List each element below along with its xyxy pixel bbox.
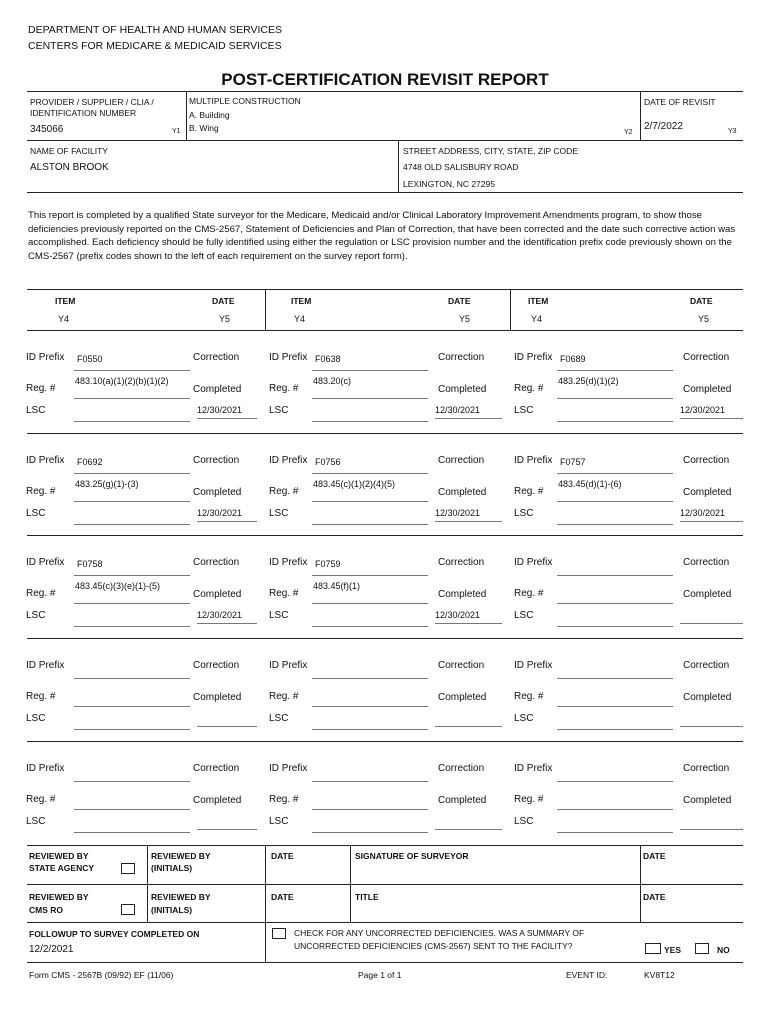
- title-date-label: DATE: [643, 892, 666, 902]
- lsc-label: LSC: [514, 713, 534, 724]
- reviewed-state-initials1: REVIEWED BY: [151, 851, 211, 861]
- correction-label: Correction: [438, 455, 485, 466]
- date-field-line[interactable]: [435, 521, 502, 522]
- reg-number-field-line[interactable]: [74, 398, 190, 399]
- reg-number-value: 483.25(g)(1)-(3): [75, 479, 139, 489]
- id-prefix-value: F0759: [315, 559, 341, 569]
- column-code-date: Y5: [698, 314, 710, 324]
- reg-number-label: Reg. #: [26, 588, 56, 599]
- reg-number-label: Reg. #: [26, 691, 56, 702]
- correction-label: Correction: [438, 352, 485, 363]
- facility-label: NAME OF FACILITY: [30, 146, 108, 156]
- id-prefix-field-line[interactable]: [557, 473, 673, 474]
- reg-number-field-line[interactable]: [557, 398, 673, 399]
- title-label: TITLE: [355, 892, 379, 902]
- id-prefix-field-line[interactable]: [557, 370, 673, 371]
- lsc-label: LSC: [26, 610, 46, 621]
- followup-date: 12/2/2021: [29, 944, 74, 955]
- date-field-line[interactable]: [197, 418, 257, 419]
- lsc-field-line[interactable]: [557, 421, 673, 422]
- date-field-line[interactable]: [435, 418, 502, 419]
- correction-label: Correction: [683, 660, 730, 671]
- department-name: DEPARTMENT OF HEALTH AND HUMAN SERVICES: [28, 24, 282, 36]
- id-prefix-label: ID Prefix: [514, 763, 553, 774]
- completed-label: Completed: [193, 795, 242, 806]
- completed-date: 12/30/2021: [197, 508, 243, 518]
- completed-label: Completed: [683, 589, 732, 600]
- id-prefix-label: ID Prefix: [514, 352, 553, 363]
- reg-number-field-line[interactable]: [74, 603, 190, 604]
- id-prefix-field-line[interactable]: [557, 781, 673, 782]
- reg-number-field-line[interactable]: [312, 398, 428, 399]
- reg-number-label: Reg. #: [514, 794, 544, 805]
- date-field-line[interactable]: [197, 829, 257, 830]
- reviewed-state-initials2: (INITIALS): [151, 863, 193, 873]
- table-row-border: [27, 741, 743, 742]
- id-prefix-value: F0756: [315, 457, 341, 467]
- lsc-field-line[interactable]: [74, 421, 190, 422]
- table-row-border: [27, 433, 743, 434]
- completed-date: 12/30/2021: [197, 405, 243, 415]
- correction-label: Correction: [438, 763, 485, 774]
- reg-number-value: 483.10(a)(1)(2)(b)(1)(2): [75, 376, 169, 386]
- address-line2: LEXINGTON, NC 27295: [403, 179, 495, 189]
- id-prefix-field-line[interactable]: [312, 781, 428, 782]
- page-title: POST-CERTIFICATION REVISIT REPORT: [221, 70, 549, 89]
- completed-date: 12/30/2021: [435, 405, 481, 415]
- completed-label: Completed: [438, 589, 487, 600]
- completed-date: 12/30/2021: [435, 610, 481, 620]
- table-top-border: [27, 289, 743, 290]
- date-field-line[interactable]: [680, 521, 743, 522]
- id-prefix-field-line[interactable]: [74, 678, 190, 679]
- correction-label: Correction: [193, 352, 240, 363]
- reg-number-value: 483.25(d)(1)(2): [558, 376, 619, 386]
- id-prefix-field-line[interactable]: [74, 473, 190, 474]
- id-prefix-label: ID Prefix: [514, 660, 553, 671]
- date-field-line[interactable]: [197, 623, 257, 624]
- intro-paragraph: This report is completed by a qualified State surveyor for the Medicare, Medicaid and/or Clinical Laboratory Improvement Amendments program, to show those deficiencies previously reported on the CMS-2567, Statement of Deficiencies and Plan of Correction, that have been corrected and the date such corrective action was accomplished. Each deficiency should be fully identified using either the regulation or LSC provision number and the identification prefix code previously shown on the CMS-2567 (prefix codes shown to the left of each requirement on the survey report form).: [28, 210, 736, 262]
- cms-date-label: DATE: [271, 892, 294, 902]
- completed-label: Completed: [193, 384, 242, 395]
- completed-label: Completed: [438, 384, 487, 395]
- revisit-code: Y3: [728, 128, 737, 135]
- correction-label: Correction: [193, 660, 240, 671]
- event-id-label: EVENT ID:: [566, 970, 608, 980]
- reviewed-cms-initials1: REVIEWED BY: [151, 892, 211, 902]
- id-prefix-label: ID Prefix: [26, 763, 65, 774]
- completed-date: 12/30/2021: [435, 508, 481, 518]
- correction-label: Correction: [193, 455, 240, 466]
- id-prefix-value: F0689: [560, 354, 586, 364]
- reg-number-field-line[interactable]: [74, 809, 190, 810]
- reviewed-state-label1: REVIEWED BY: [29, 851, 89, 861]
- column-code-date: Y5: [459, 314, 471, 324]
- state-date-label: DATE: [271, 851, 294, 861]
- provider-number: 345066: [30, 124, 64, 135]
- lsc-label: LSC: [26, 405, 46, 416]
- reg-number-field-line[interactable]: [74, 706, 190, 707]
- check-text-line2: UNCORRECTED DEFICIENCIES (CMS-2567) SENT TO THE FACILITY?: [294, 941, 573, 951]
- reg-number-field-line[interactable]: [312, 706, 428, 707]
- reg-number-label: Reg. #: [514, 383, 544, 394]
- lsc-field-line[interactable]: [557, 729, 673, 730]
- date-field-line[interactable]: [435, 623, 502, 624]
- date-field-line[interactable]: [197, 521, 257, 522]
- address-label: STREET ADDRESS, CITY, STATE, ZIP CODE: [403, 146, 578, 156]
- lsc-field-line[interactable]: [74, 626, 190, 627]
- event-id-value: KV8T12: [644, 970, 675, 980]
- reg-number-field-line[interactable]: [557, 501, 673, 502]
- correction-label: Correction: [193, 763, 240, 774]
- completed-label: Completed: [683, 795, 732, 806]
- column-header-date: DATE: [690, 296, 713, 306]
- lsc-label: LSC: [26, 816, 46, 827]
- revisit-date-value: 2/7/2022: [644, 121, 683, 132]
- id-prefix-label: ID Prefix: [26, 557, 65, 568]
- id-prefix-label: ID Prefix: [26, 660, 65, 671]
- reg-number-label: Reg. #: [26, 486, 56, 497]
- construction-label: MULTIPLE CONSTRUCTION: [189, 96, 301, 106]
- lsc-label: LSC: [269, 508, 289, 519]
- table-col-divider: [265, 289, 266, 330]
- id-prefix-label: ID Prefix: [514, 455, 553, 466]
- reg-number-value: 483.45(d)(1)-(6): [558, 479, 622, 489]
- provider-label-line1: PROVIDER / SUPPLIER / CLIA /: [30, 97, 154, 107]
- id-prefix-field-line[interactable]: [312, 575, 428, 576]
- reviewed-cms-checkbox[interactable]: [121, 904, 135, 915]
- reg-number-field-line[interactable]: [312, 809, 428, 810]
- id-prefix-field-line[interactable]: [312, 678, 428, 679]
- revisit-date-label: DATE OF REVISIT: [644, 97, 716, 107]
- lsc-label: LSC: [269, 610, 289, 621]
- column-header-date: DATE: [448, 296, 471, 306]
- reg-number-field-line[interactable]: [312, 501, 428, 502]
- facility-name: ALSTON BROOK: [30, 162, 109, 173]
- completed-label: Completed: [193, 589, 242, 600]
- lsc-label: LSC: [26, 508, 46, 519]
- completed-label: Completed: [438, 692, 487, 703]
- column-code-item: Y4: [531, 314, 543, 324]
- page-number: Page 1 of 1: [358, 970, 402, 980]
- reg-number-value: 483.20(c): [313, 376, 352, 386]
- lsc-label: LSC: [514, 610, 534, 621]
- column-code-item: Y4: [58, 314, 70, 324]
- date-field-line[interactable]: [680, 726, 743, 727]
- provider-code: Y1: [172, 128, 181, 135]
- table-row-border: [27, 638, 743, 639]
- reg-number-label: Reg. #: [514, 588, 544, 599]
- id-prefix-field-line[interactable]: [557, 678, 673, 679]
- id-prefix-value: F0757: [560, 457, 586, 467]
- lsc-field-line[interactable]: [557, 524, 673, 525]
- lsc-label: LSC: [269, 713, 289, 724]
- id-prefix-field-line[interactable]: [557, 575, 673, 576]
- reg-number-label: Reg. #: [26, 794, 56, 805]
- reg-number-field-line[interactable]: [312, 603, 428, 604]
- completed-date: 12/30/2021: [680, 405, 726, 415]
- id-prefix-value: F0758: [77, 559, 103, 569]
- lsc-field-line[interactable]: [74, 832, 190, 833]
- date-field-line[interactable]: [680, 418, 743, 419]
- reg-number-label: Reg. #: [269, 486, 299, 497]
- uncorrected-checkbox[interactable]: [272, 928, 286, 939]
- correction-label: Correction: [683, 763, 730, 774]
- reviewed-cms-initials2: (INITIALS): [151, 905, 193, 915]
- reg-number-label: Reg. #: [26, 383, 56, 394]
- id-prefix-field-line[interactable]: [312, 473, 428, 474]
- reg-number-label: Reg. #: [514, 486, 544, 497]
- address-line1: 4748 OLD SALISBURY ROAD: [403, 162, 519, 172]
- date-field-line[interactable]: [435, 829, 502, 830]
- lsc-field-line[interactable]: [557, 832, 673, 833]
- lsc-label: LSC: [514, 816, 534, 827]
- table-header-border: [27, 330, 743, 331]
- id-prefix-value: F0692: [77, 457, 103, 467]
- completed-date: 12/30/2021: [197, 610, 243, 620]
- id-prefix-label: ID Prefix: [269, 352, 308, 363]
- reg-number-label: Reg. #: [514, 691, 544, 702]
- reg-number-field-line[interactable]: [557, 603, 673, 604]
- reg-number-label: Reg. #: [269, 794, 299, 805]
- construction-code: Y2: [624, 129, 633, 136]
- reg-number-field-line[interactable]: [557, 706, 673, 707]
- completed-label: Completed: [683, 692, 732, 703]
- check-text-line1: CHECK FOR ANY UNCORRECTED DEFICIENCIES. WAS A SUMMARY OF: [294, 928, 585, 938]
- completed-label: Completed: [438, 795, 487, 806]
- reviewed-cms-label1: REVIEWED BY: [29, 892, 89, 902]
- id-prefix-field-line[interactable]: [74, 781, 190, 782]
- date-field-line[interactable]: [435, 726, 502, 727]
- id-prefix-label: ID Prefix: [269, 660, 308, 671]
- correction-label: Correction: [438, 557, 485, 568]
- lsc-field-line[interactable]: [74, 729, 190, 730]
- reg-number-label: Reg. #: [269, 383, 299, 394]
- lsc-label: LSC: [514, 508, 534, 519]
- column-header-date: DATE: [212, 296, 235, 306]
- followup-label: FOLLOWUP TO SURVEY COMPLETED ON: [29, 929, 200, 939]
- lsc-label: LSC: [26, 713, 46, 724]
- reviewed-state-checkbox[interactable]: [121, 863, 135, 874]
- lsc-label: LSC: [269, 816, 289, 827]
- correction-label: Correction: [683, 557, 730, 568]
- lsc-label: LSC: [269, 405, 289, 416]
- id-prefix-label: ID Prefix: [269, 763, 308, 774]
- signature-date-label: DATE: [643, 851, 666, 861]
- id-prefix-value: F0638: [315, 354, 341, 364]
- form-number: Form CMS - 2567B (09/92) EF (11/06): [29, 970, 174, 980]
- no-checkbox[interactable]: [695, 943, 709, 954]
- completed-date: 12/30/2021: [680, 508, 726, 518]
- lsc-field-line[interactable]: [74, 524, 190, 525]
- reg-number-label: Reg. #: [269, 588, 299, 599]
- provider-label-line2: IDENTIFICATION NUMBER: [30, 108, 137, 118]
- yes-label: YES: [664, 945, 682, 955]
- correction-label: Correction: [193, 557, 240, 568]
- reg-number-field-line[interactable]: [74, 501, 190, 502]
- reg-number-value: 483.45(c)(1)(2)(4)(5): [313, 479, 396, 489]
- reviewed-state-label2: STATE AGENCY: [29, 863, 95, 873]
- completed-label: Completed: [193, 487, 242, 498]
- construction-building: A. Building: [189, 110, 230, 120]
- lsc-field-line[interactable]: [557, 626, 673, 627]
- id-prefix-field-line[interactable]: [74, 370, 190, 371]
- centers-name: CENTERS FOR MEDICARE & MEDICAID SERVICES: [28, 40, 282, 52]
- column-code-item: Y4: [294, 314, 306, 324]
- lsc-field-line[interactable]: [312, 524, 428, 525]
- date-field-line[interactable]: [680, 623, 743, 624]
- construction-wing: B. Wing: [189, 123, 219, 133]
- reg-number-value: 483.45(f)(1): [313, 581, 361, 591]
- lsc-field-line[interactable]: [312, 421, 428, 422]
- id-prefix-label: ID Prefix: [269, 557, 308, 568]
- correction-label: Correction: [683, 455, 730, 466]
- lsc-field-line[interactable]: [312, 832, 428, 833]
- column-code-date: Y5: [219, 314, 231, 324]
- completed-label: Completed: [438, 487, 487, 498]
- id-prefix-label: ID Prefix: [26, 352, 65, 363]
- id-prefix-field-line[interactable]: [312, 370, 428, 371]
- signature-label: SIGNATURE OF SURVEYOR: [355, 851, 469, 861]
- id-prefix-label: ID Prefix: [26, 455, 65, 466]
- completed-label: Completed: [683, 487, 732, 498]
- correction-label: Correction: [438, 660, 485, 671]
- yes-checkbox[interactable]: [645, 943, 661, 954]
- id-prefix-value: F0550: [77, 354, 103, 364]
- reviewed-cms-label2: CMS RO: [29, 905, 63, 915]
- reg-number-field-line[interactable]: [557, 809, 673, 810]
- table-row-border: [27, 535, 743, 536]
- no-label: NO: [717, 945, 730, 955]
- date-field-line[interactable]: [197, 726, 257, 727]
- date-field-line[interactable]: [680, 829, 743, 830]
- id-prefix-label: ID Prefix: [514, 557, 553, 568]
- lsc-label: LSC: [514, 405, 534, 416]
- column-header-item: ITEM: [55, 296, 76, 306]
- column-header-item: ITEM: [291, 296, 312, 306]
- completed-label: Completed: [683, 384, 732, 395]
- lsc-field-line[interactable]: [312, 729, 428, 730]
- table-col-divider: [510, 289, 511, 330]
- id-prefix-label: ID Prefix: [269, 455, 308, 466]
- id-prefix-field-line[interactable]: [74, 575, 190, 576]
- lsc-field-line[interactable]: [312, 626, 428, 627]
- correction-label: Correction: [683, 352, 730, 363]
- completed-label: Completed: [193, 692, 242, 703]
- column-header-item: ITEM: [528, 296, 549, 306]
- reg-number-label: Reg. #: [269, 691, 299, 702]
- reg-number-value: 483.45(c)(3)(e)(1)-(5): [75, 581, 161, 591]
